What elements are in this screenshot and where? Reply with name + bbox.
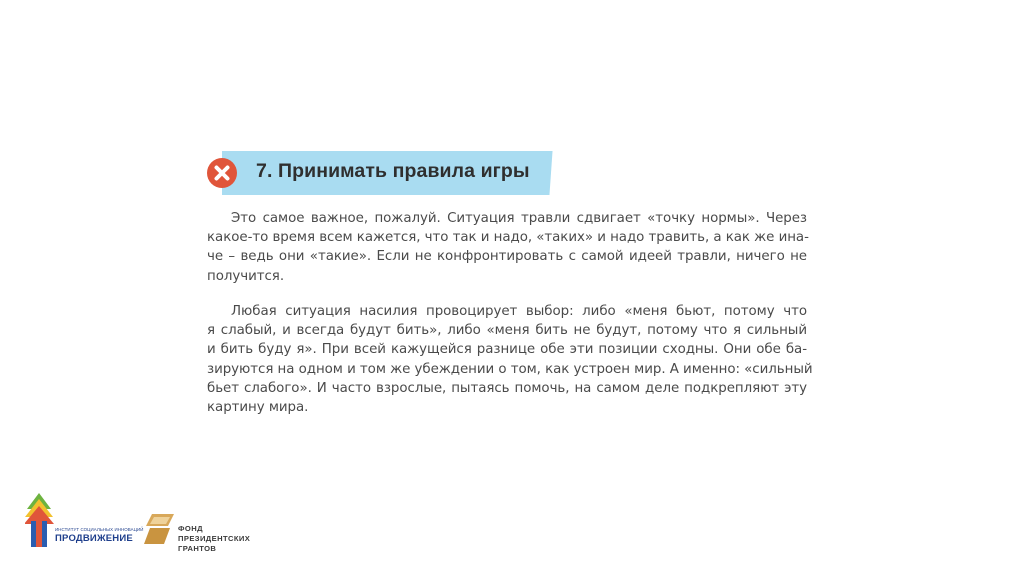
text-line: бьет слабого». И часто взрослые, пытаясь помочь, на самом деле подкрепляют эту [207,380,807,396]
paragraph-1 [207,209,807,286]
fond-line-1: ФОНД [178,524,203,533]
prodvizhenie-name: ПРОДВИЖЕНИЕ [55,533,133,544]
section-title: 7. Принимать правила игры [256,160,530,182]
text-line: я слабый, и всегда будут бить», либо «меня бить не будут, потому что я сильный [207,323,807,339]
text-line: Это самое важное, пожалуй. Ситуация травли сдвигает «точку нормы». Через [231,211,807,226]
text-line: и бить буду я». При всей кажущейся разнице обе эти позиции сходны. Они обе ба- [207,342,807,358]
fond-logo-icon [144,514,178,544]
fond-name [178,524,250,554]
text-line: какое-то время всем кажется, что так и надо, «таких» и надо травить, а как же ина- [207,230,809,246]
text-line: получится. [207,268,285,284]
text-line: зируются на одном и том же убеждении о том, как устроен мир. А именно: «сильный [207,361,813,377]
close-circle-icon [206,157,238,189]
text-line: че – ведь они «такие». Если не конфронтировать с самой идеей травли, ничего не [207,249,807,265]
fond-line-2: ПРЕЗИДЕНТСКИХ [178,534,251,543]
prodvizhenie-subtitle: ИНСТИТУТ СОЦИАЛЬНЫХ ИННОВАЦИЙ [55,527,144,532]
text-line: картину мира. [207,400,309,416]
fond-line-3: ГРАНТОВ [178,544,217,553]
text-line: Любая ситуация насилия провоцирует выбор: либо «меня бьют, потому что [231,304,807,319]
paragraph-2 [207,302,813,417]
